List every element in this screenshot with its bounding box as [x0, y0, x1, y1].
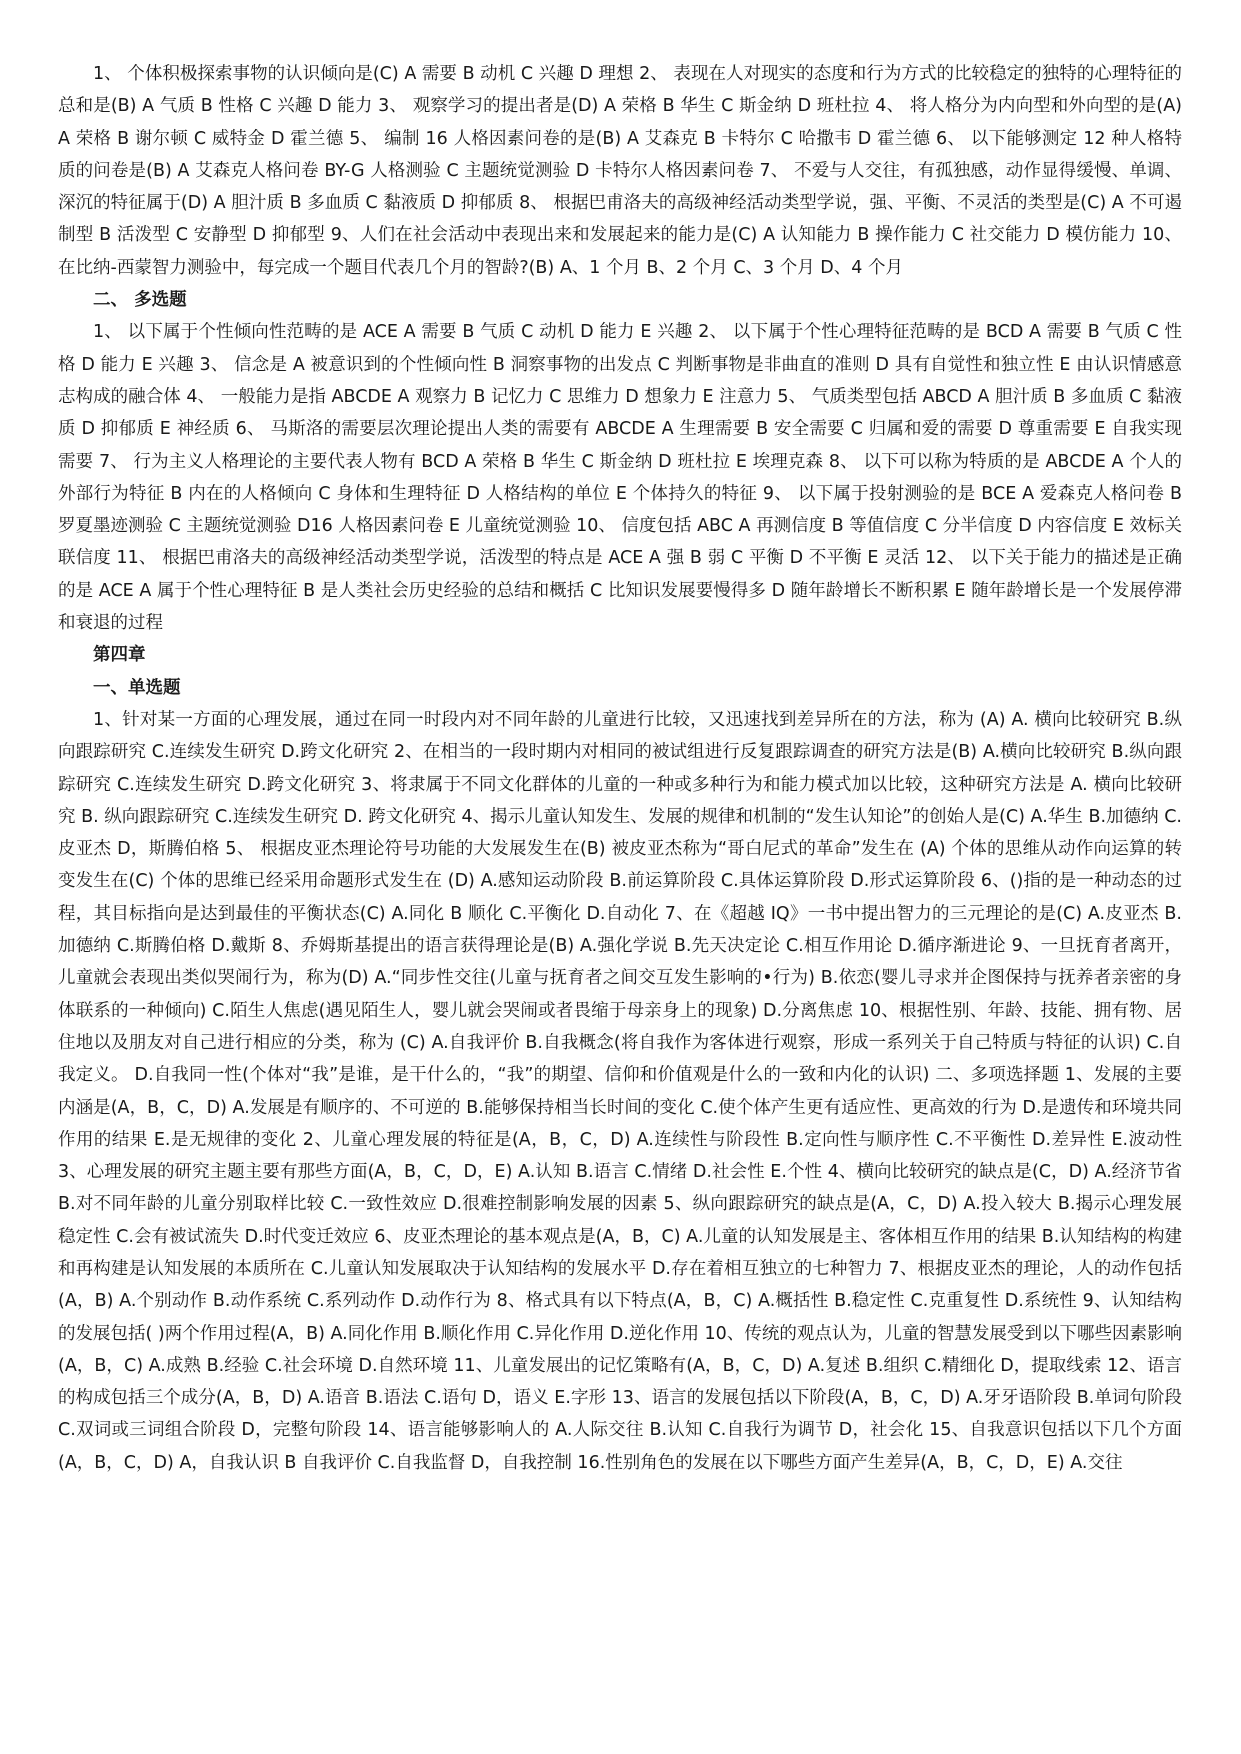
- chapter-heading: 第四章: [93, 645, 146, 666]
- document-page: [58, 58, 1182, 1479]
- section-heading-multi-choice: 二、 多选题: [93, 290, 187, 311]
- chapter3-single-choice-questions: 1、 个体积极探索事物的认识倾向是(C) A 需要 B 动机 C 兴趣 D 理想 2、 表现在人对现实的态度和行为方式的比较稳定的独特的心理特征的总和是(B) A 气质 B 性格 C 兴趣 D 能力 3、 观察学习的提出者是(D) A 荣格 B 华生 C 斯金纳 D 班杜拉 4、 将人格分为内向型和外向型的是(A) A 荣格 B 谢尔顿 C 威特金 D 霍兰德 5、 编制 16 人格因素问卷的是(B) A 艾森克 B 卡特尔 C 哈撒韦 D 霍兰德 6、 以下能够测定 12 种人格特质的问卷是(B) A 艾森克人格问卷 BY-G 人格测验 C 主题统觉测验 D 卡特尔人格因素问卷 7、 不爱与人交往，有孤独感，动作显得缓慢、单调、深沉的特征属于(D) A 胆汁质 B 多血质 C 黏液质 D 抑郁质 8、 根据巴甫洛夫的高级神经活动类型学说，强、平衡、不灵活的类型是(C) A 不可遏制型 B 活泼型 C 安静型 D 抑郁型 9、人们在社会活动中表现出来和发展起来的能力是(C) A 认知能力 B 操作能力 C 社交能力 D 模仿能力 10、在比纳-西蒙智力测验中，每完成一个题目代表几个月的智龄?(B) A、1 个月 B、2 个月 C、3 个月 D、4 个月: [58, 64, 1182, 278]
- section-heading-single-choice: 一、单选题: [93, 677, 181, 698]
- chapter3-multi-choice-questions: 1、 以下属于个性倾向性范畴的是 ACE A 需要 B 气质 C 动机 D 能力 E 兴趣 2、 以下属于个性心理特征范畴的是 BCD A 需要 B 气质 C 性格 D 能力 E 兴趣 3、 信念是 A 被意识到的个性倾向性 B 洞察事物的出发点 C 判断事物是非曲直的准则 D 具有自觉性和独立性 E 由认识情感意志构成的融合体 4、 一般能力是指 ABCDE A 观察力 B 记忆力 C 思维力 D 想象力 E 注意力 5、 气质类型包括 ABCD A 胆汁质 B 多血质 C 黏液质 D 抑郁质 E 神经质 6、 马斯洛的需要层次理论提出人类的需要有 ABCDE A 生理需要 B 安全需要 C 归属和爱的需要 D 尊重需要 E 自我实现需要 7、 行为主义人格理论的主要代表人物有 BCD A 荣格 B 华生 C 斯金纳 D 班杜拉 E 埃理克森 8、 以下可以称为特质的是 ABCDE A 个人的外部行为特征 B 内在的人格倾向 C 身体和生理特征 D 人格结构的单位 E 个体持久的特征 9、 以下属于投射测验的是 BCE A 爱森克人格问卷 B 罗夏墨迹测验 C 主题统觉测验 D16 人格因素问卷 E 儿童统觉测验 10、 信度包括 ABC A 再测信度 B 等值信度 C 分半信度 D 内容信度 E 效标关联信度 11、 根据巴甫洛夫的高级神经活动类型学说，活泼型的特点是 ACE A 强 B 弱 C 平衡 D 不平衡 E 灵活 12、 以下关于能力的描述是正确的是 ACE A 属于个性心理特征 B 是人类社会历史经验的总结和概括 C 比知识发展要慢得多 D 随年龄增长不断积累 E 随年龄增长是一个发展停滞和衰退的过程: [58, 322, 1182, 634]
- chapter4-questions: 1、针对某一方面的心理发展，通过在同一时段内对不同年龄的儿童进行比较，又迅速找到差异所在的方法，称为 (A) A. 横向比较研究 B.纵向跟踪研究 C.连续发生研究 D.跨文化研究 2、在相当的一段时期内对相同的被试组进行反复跟踪调查的研究方法是(B) A.横向比较研究 B.纵向跟踪研究 C.连续发生研究 D.跨文化研究 3、将隶属于不同文化群体的儿童的一种或多种行为和能力模式加以比较，这种研究方法是 A. 横向比较研究 B. 纵向跟踪研究 C.连续发生研究 D. 跨文化研究 4、揭示儿童认知发生、发展的规律和机制的“发生认知论”的创始人是(C) A.华生 B.加德纳 C.皮亚杰 D，斯腾伯格 5、 根据皮亚杰理论符号功能的大发展发生在(B) 被皮亚杰称为“哥白尼式的革命”发生在 (A) 个体的思维从动作向运算的转变发生在(C) 个体的思维已经采用命题形式发生在 (D) A.感知运动阶段 B.前运算阶段 C.具体运算阶段 D.形式运算阶段 6、()指的是一种动态的过程，其目标指向是达到最佳的平衡状态(C) A.同化 B 顺化 C.平衡化 D.自动化 7、在《超越 IQ》一书中提出智力的三元理论的是(C) A.皮亚杰 B.加德纳 C.斯腾伯格 D.戴斯 8、乔姆斯基提出的语言获得理论是(B) A.强化学说 B.先天决定论 C.相互作用论 D.循序渐进论 9、一旦抚育者离开，儿童就会表现出类似哭闹行为，称为(D) A.“同步性交往(儿童与抚育者之间交互发生影响的•行为) B.依恋(婴儿寻求并企图保持与抚养者亲密的身体联系的一种倾向) C.陌生人焦虑(遇见陌生人，婴儿就会哭闹或者畏缩于母亲身上的现象) D.分离焦虑 10、根据性别、年龄、技能、拥有物、居住地以及朋友对自己进行相应的分类，称为 (C) A.自我评价 B.自我概念(将自我作为客体进行观察，形成一系列关于自己特质与特征的认识) C.自我定义。 D.自我同一性(个体对“我”是谁，是干什么的，“我”的期望、信仰和价值观是什么的一致和内化的认识) 二、多项选择题 1、发展的主要内涵是(A，B，C，D) A.发展是有顺序的、不可逆的 B.能够保持相当长时间的变化 C.使个体产生更有适应性、更高效的行为 D.是遗传和环境共同作用的结果 E.是无规律的变化 2、儿童心理发展的特征是(A，B，C，D) A.连续性与阶段性 B.定向性与顺序性 C.不平衡性 D.差异性 E.波动性 3、心理发展的研究主题主要有那些方面(A，B，C，D，E) A.认知 B.语言 C.情绪 D.社会性 E.个性 4、横向比较研究的缺点是(C，D) A.经济节省 B.对不同年龄的儿童分别取样比较 C.一致性效应 D.很难控制影响发展的因素 5、纵向跟踪研究的缺点是(A，C，D) A.投入较大 B.揭示心理发展稳定性 C.会有被试流失 D.时代变迁效应 6、皮亚杰理论的基本观点是(A，B，C) A.儿童的认知发展是主、客体相互作用的结果 B.认知结构的构建和再构建是认知发展的本质所在 C.儿童认知发展取决于认知结构的发展水平 D.存在着相互独立的七种智力 7、根据皮亚杰的理论，人的动作包括(A，B) A.个别动作 B.动作系统 C.系列动作 D.动作行为 8、格式具有以下特点(A，B，C) A.概括性 B.稳定性 C.克重复性 D.系统性 9、认知结构的发展包括( )两个作用过程(A，B) A.同化作用 B.顺化作用 C.异化作用 D.逆化作用 10、传统的观点认为，儿童的智慧发展受到以下哪些因素影响(A，B，C) A.成熟 B.经验 C.社会环境 D.自然环境 11、儿童发展出的记忆策略有(A，B，C，D) A.复述 B.组织 C.精细化 D，提取线索 12、语言的构成包括三个成分(A，B，D) A.语音 B.语法 C.语句 D，语义 E.字形 13、语言的发展包括以下阶段(A，B，C，D) A.牙牙语阶段 B.单词句阶段 C.双词或三词组合阶段 D，完整句阶段 14、语言能够影响人的 A.人际交往 B.认知 C.自我行为调节 D，社会化 15、自我意识包括以下几个方面(A，B，C，D) A，自我认识 B 自我评价 C.自我监督 D，自我控制 16.性别角色的发展在以下哪些方面产生差异(A，B，C，D，E) A.交往: [58, 709, 1182, 1473]
